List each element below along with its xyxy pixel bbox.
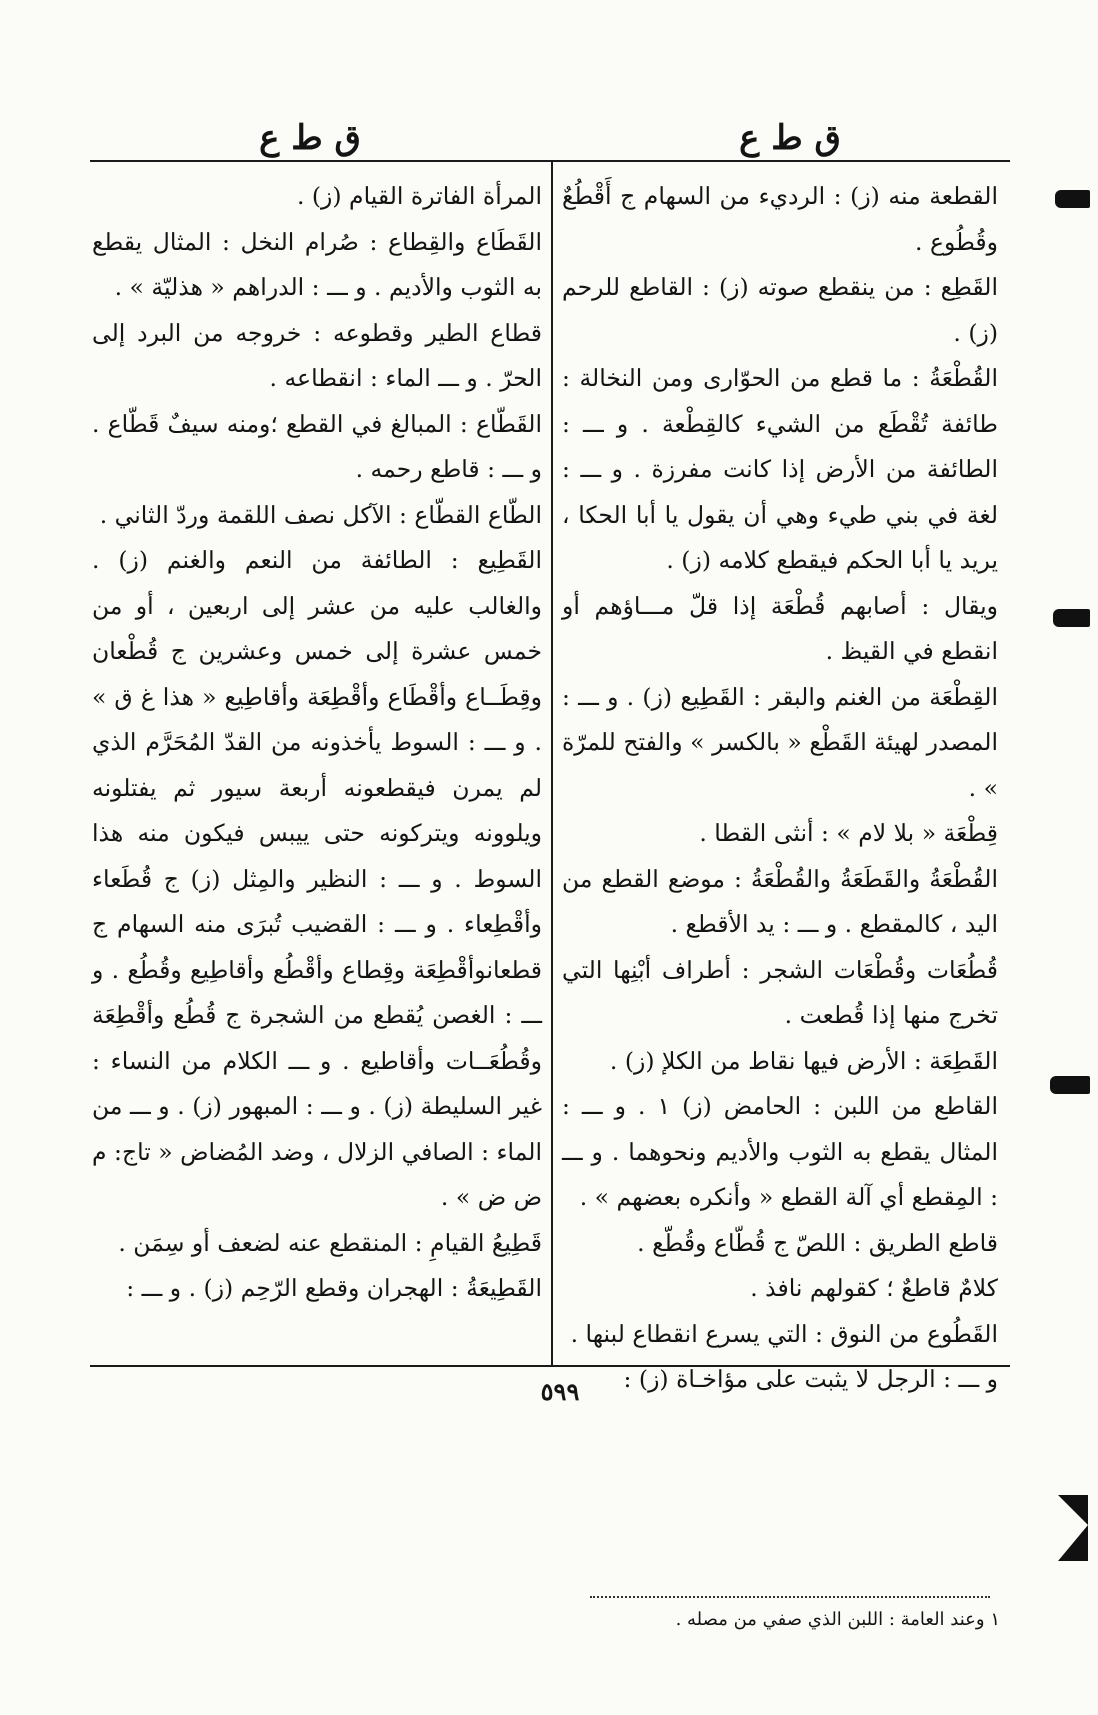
entry-paragraph: قِطْعَة « بلا لام » : أنثى القطا . bbox=[699, 819, 998, 847]
footnote-separator bbox=[590, 1596, 990, 1598]
left-column bbox=[92, 174, 542, 1312]
right-column bbox=[562, 174, 998, 1403]
thumb-index-mark bbox=[1055, 190, 1090, 208]
entry-paragraph: قَطِيعُ القيامِ : المنقطع عنه لضعف أو سِمَن . bbox=[118, 1228, 542, 1257]
entry-paragraph: القَطِع : من ينقطع صوته (ز) : القاطع للرحم (ز) . bbox=[562, 273, 998, 347]
running-header-right: ق ط ع bbox=[739, 118, 841, 158]
entry-paragraph: القُطْعَةُ والقَطَعَةُ والقُطْعَةُ : موضع القطع من اليد ، كالمقطع . و ـــ : يد الأقطع . bbox=[562, 864, 998, 938]
header-rule bbox=[90, 160, 1010, 162]
entry-paragraph: ويقال : أصابهم قُطْعَة إذا قلّ مـــاؤهم أو انقطع في القيظ . bbox=[562, 591, 998, 665]
entry-paragraph: القِطْعَة من الغنم والبقر : القَطِيع (ز) . و ـــ : المصدر لهيئة القَطْع « بالكسر » والفتح للمرّة » . bbox=[562, 682, 998, 802]
entry-paragraph: قاطع الطريق : اللصّ ج قُطّاع وقُطّع . bbox=[637, 1228, 998, 1257]
entry-paragraph: قُطُعَات وقُطْعَات الشجر : أطراف أبْنِها التي تخرج منها إذا قُطعت . bbox=[562, 955, 998, 1029]
entry-paragraph: القطعة منه (ز) : الرديء من السهام ج أَقْطُعٌ وقُطُوع . bbox=[562, 182, 998, 256]
entry-paragraph: الطّاع القطّاع : الآكل نصف اللقمة وردّ الثاني . bbox=[99, 500, 542, 529]
entry-paragraph: القَطَاع والقِطاع : صُرام النخل : المثال يقطع به الثوب والأديم . و ـــ : الدراهم « هذليّة » . bbox=[92, 227, 542, 301]
page-number: ٥٩٩ bbox=[540, 1377, 580, 1406]
entry-paragraph: القَطِيعَةُ : الهجران وقطع الرّحِم (ز) . و ـــ : bbox=[126, 1274, 542, 1302]
thumb-index-tab bbox=[1058, 1495, 1088, 1561]
entry-paragraph: قطاع الطير وقطوعه : خروجه من البرد إلى الحرّ . و ـــ الماء : انقطاعه . bbox=[92, 318, 542, 392]
footnote: ١ وعند العامة : اللبن الذي صفي من مصله . bbox=[675, 1609, 1000, 1630]
entry-paragraph: كلامٌ قاطعٌ ؛ كقولهم نافذ . bbox=[750, 1274, 998, 1302]
thumb-index-mark bbox=[1053, 609, 1090, 627]
entry-paragraph: القُطْعَةُ : ما قطع من الحوّارى ومن النخالة : طائفة تُقْطَع من الشيء كالقِطْعة . و ـــ : الطائفة من الأرض إذا كانت مفرزة . و ـــ : لغة في بني طيء وهي أن يقول يا أبا الحكا ، يريد يا أبا الحكم فيقطع كلامه (ز) . bbox=[562, 364, 998, 574]
entry-paragraph: المرأة الفاترة القيام (ز) . bbox=[296, 182, 542, 210]
entry-paragraph: القَطّاع : المبالغ في القطع ؛ومنه سيفٌ قَطّاع . و ـــ : قاطع رحمه . bbox=[92, 409, 542, 483]
column-divider bbox=[551, 162, 553, 1367]
entry-paragraph: القاطع من اللبن : الحامض (ز) ١ . و ـــ : المثال يقطع به الثوب والأديم ونحوهما . و ـــ : المِقطع أي آلة القطع « وأنكره بعضهم » . bbox=[562, 1092, 998, 1211]
thumb-index-mark bbox=[1050, 1076, 1090, 1094]
entry-paragraph: و ـــ : الرجل لا يثبت على مؤاخـاة (ز) : bbox=[623, 1365, 998, 1393]
running-header-left: ق ط ع bbox=[259, 118, 361, 158]
entry-paragraph: القَطِيع : الطائفة من النعم والغنم (ز) . والغالب عليه من عشر إلى اربعين ، أو من خمس عشرة إلى خمس وعشرين ج قُطْعان وقِطَــاع وأقْطَاع وأقْطِعَة وأقاطِيع « هذا غ ق » . و ـــ : السوط يأخذونه من القدّ المُحَرَّم الذي لم يمرن فيقطعونه أربعة سيور ثم يفتلونه ويلوونه ويتركونه حتى ييبس فيكون منه هذا السوط . و ـــ : النظير والمِثل (ز) ج قُطَعاء وأقْطِعاء . و ـــ : القضيب تُبرَى منه السهام ج قطعانوأقْطِعَة وقِطاع وأقْطُع وأقاطِيع وقُطُع . و ـــ : الغصن يُقطع من الشجرة ج قُطُع وأقْطِعَة وقُطُعَــات وأقاطيع . و ـــ الكلام من النساء : غير السليطة (ز) . و ـــ : المبهور (ز) . و ـــ من الماء : الصافي الزلال ، وضد المُضاض « تاج: م ض ض » . bbox=[92, 546, 542, 1211]
entry-paragraph: القَطِعَة : الأرض فيها نقاط من الكلإ (ز) . bbox=[609, 1046, 998, 1075]
entry-paragraph: القَطُوع من النوق : التي يسرع انقطاع لبنها . bbox=[570, 1319, 998, 1348]
